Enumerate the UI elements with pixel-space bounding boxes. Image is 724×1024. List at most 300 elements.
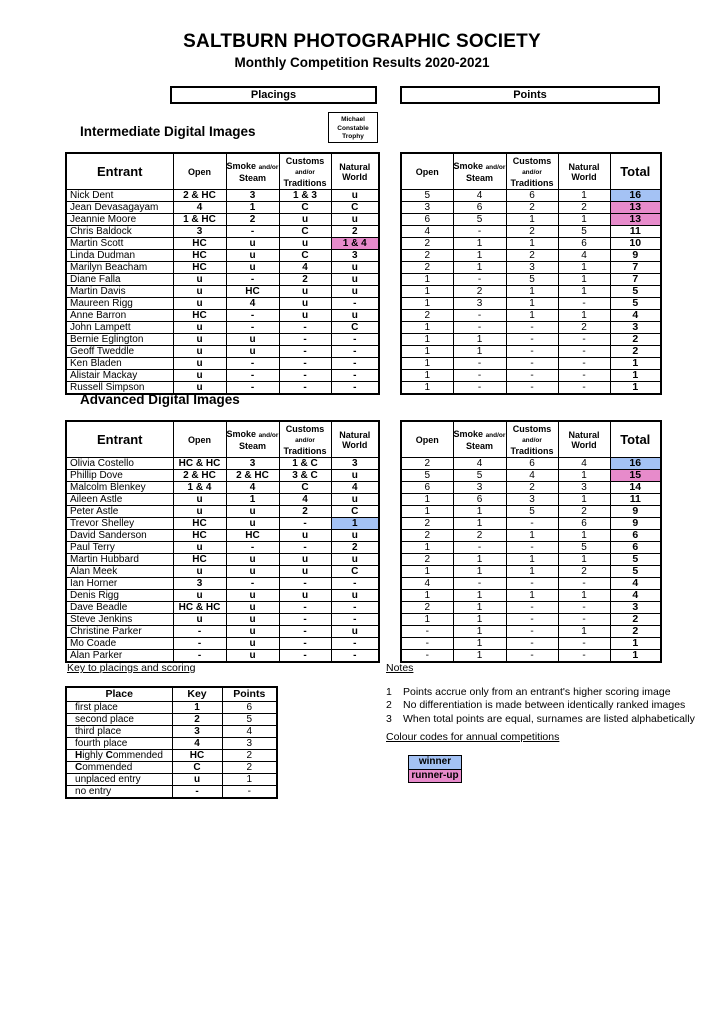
points-cell: - xyxy=(401,650,453,663)
table-row xyxy=(66,726,277,738)
placing-cell: u xyxy=(173,346,226,358)
points-cell: 2 xyxy=(401,554,453,566)
points-cell: 1 xyxy=(453,346,506,358)
page-title: SALTBURN PHOTOGRAPHIC SOCIETY xyxy=(183,31,541,52)
points-cell: 4 xyxy=(401,226,453,238)
points-cell: - xyxy=(506,334,558,346)
natural-column-header: Natural World xyxy=(331,153,379,190)
entrant-name-cell: Malcolm Blenkey xyxy=(66,482,173,494)
table-row xyxy=(66,274,379,286)
table-row xyxy=(66,202,379,214)
points-cell: 5 xyxy=(401,190,453,202)
points-cell: - xyxy=(453,226,506,238)
placing-cell: 4 xyxy=(279,494,331,506)
trophy-line-3: Trophy xyxy=(342,133,364,140)
total-cell: 5 xyxy=(610,298,661,310)
placing-cell: HC xyxy=(226,286,279,298)
placing-cell: 1 xyxy=(226,202,279,214)
placing-cell: u xyxy=(279,238,331,250)
table-row xyxy=(66,494,379,506)
table-row xyxy=(401,482,661,494)
points-cell: 6 xyxy=(453,202,506,214)
points-cell: - xyxy=(506,638,558,650)
points-cell: 2 xyxy=(558,566,610,578)
points-cell: 1 xyxy=(453,554,506,566)
open-column-header: Open xyxy=(401,153,453,190)
placing-cell: - xyxy=(279,602,331,614)
entrant-name-cell: Denis Rigg xyxy=(66,590,173,602)
header-row xyxy=(401,421,661,458)
natural-column-header: Natural World xyxy=(558,153,610,190)
points-cell: 3 xyxy=(453,298,506,310)
points-cell: 6 xyxy=(506,190,558,202)
points-cell: 5 xyxy=(453,214,506,226)
total-cell: 11 xyxy=(610,494,661,506)
table-row xyxy=(401,382,661,395)
points-cell: 1 xyxy=(453,602,506,614)
placing-cell: 3 xyxy=(226,458,279,470)
points-cell: 5 xyxy=(506,506,558,518)
points-cell: - xyxy=(453,578,506,590)
note-number: 3 xyxy=(386,712,392,725)
points-cell: 1 xyxy=(401,322,453,334)
total-cell: 6 xyxy=(610,530,661,542)
total-cell: 4 xyxy=(610,310,661,322)
placing-cell: - xyxy=(331,298,379,310)
points-cell: 4 xyxy=(558,250,610,262)
placing-cell: C xyxy=(331,566,379,578)
key-column-header: Place xyxy=(66,687,172,702)
table-row xyxy=(66,286,379,298)
points-cell: 1 xyxy=(558,214,610,226)
placing-cell: u xyxy=(173,334,226,346)
placings-section-label: Placings xyxy=(170,86,377,104)
placing-cell: u xyxy=(173,590,226,602)
natural-column-header: Natural World xyxy=(331,421,379,458)
table-row xyxy=(66,370,379,382)
points-cell: 4 xyxy=(222,726,277,738)
points-cell: - xyxy=(506,542,558,554)
placing-cell: u xyxy=(173,494,226,506)
points-cell: 6 xyxy=(558,518,610,530)
table-row xyxy=(401,518,661,530)
table-row xyxy=(401,542,661,554)
points-cell: - xyxy=(506,578,558,590)
points-cell: - xyxy=(506,322,558,334)
placing-cell: u xyxy=(226,614,279,626)
colour-codes-heading: Colour codes for annual competitions xyxy=(386,731,560,743)
key-cell: HC xyxy=(172,750,222,762)
points-cell: 2 xyxy=(401,310,453,322)
placing-cell: u xyxy=(331,214,379,226)
placing-cell: - xyxy=(331,346,379,358)
points-cell: 1 xyxy=(506,286,558,298)
entrant-name-cell: Bernie Eglington xyxy=(66,334,173,346)
points-cell: 6 xyxy=(453,494,506,506)
points-cell: 2 xyxy=(506,202,558,214)
placing-cell: 4 xyxy=(331,482,379,494)
points-cell: 1 xyxy=(401,286,453,298)
total-cell: 1 xyxy=(610,358,661,370)
table-row xyxy=(401,602,661,614)
entrant-name-cell: Martin Hubbard xyxy=(66,554,173,566)
placing-cell: u xyxy=(279,214,331,226)
points-cell: 4 xyxy=(401,578,453,590)
total-cell: 14 xyxy=(610,482,661,494)
table-row xyxy=(66,310,379,322)
table-row xyxy=(66,738,277,750)
total-cell: 7 xyxy=(610,262,661,274)
table-row xyxy=(401,334,661,346)
customs-column-header: Customs and/or Traditions xyxy=(506,153,558,190)
placing-cell: 2 xyxy=(279,274,331,286)
points-cell: 6 xyxy=(558,238,610,250)
key-heading: Key to placings and scoring xyxy=(67,662,196,674)
placing-cell: u xyxy=(331,310,379,322)
placing-cell: - xyxy=(331,578,379,590)
entrant-name-cell: John Lampett xyxy=(66,322,173,334)
points-cell: 5 xyxy=(222,714,277,726)
points-cell: 1 xyxy=(453,506,506,518)
points-cell: - xyxy=(506,614,558,626)
total-cell: 9 xyxy=(610,506,661,518)
note-item xyxy=(386,713,695,726)
table-row xyxy=(401,358,661,370)
place-cell: unplaced entry xyxy=(66,774,172,786)
table-row xyxy=(401,626,661,638)
placing-cell: - xyxy=(226,578,279,590)
smoke-column-header: Smoke and/or Steam xyxy=(453,421,506,458)
entrant-name-cell: Aileen Astle xyxy=(66,494,173,506)
points-cell: 1 xyxy=(506,310,558,322)
placing-cell: 1 xyxy=(226,494,279,506)
points-cell: 1 xyxy=(558,530,610,542)
points-cell: - xyxy=(558,382,610,395)
open-column-header: Open xyxy=(401,421,453,458)
table-row xyxy=(66,238,379,250)
table-row xyxy=(66,518,379,530)
placing-cell: 1 & C xyxy=(279,458,331,470)
placing-cell: u xyxy=(331,530,379,542)
placing-cell: u xyxy=(226,250,279,262)
placing-cell: u xyxy=(226,602,279,614)
placing-cell: u xyxy=(173,358,226,370)
place-cell: fourth place xyxy=(66,738,172,750)
points-cell: - xyxy=(506,626,558,638)
placing-cell: 2 xyxy=(331,542,379,554)
total-cell: 4 xyxy=(610,578,661,590)
total-cell: 2 xyxy=(610,626,661,638)
key-cell: u xyxy=(172,774,222,786)
table-row xyxy=(401,650,661,663)
entrant-name-cell: Mo Coade xyxy=(66,638,173,650)
points-cell: 3 xyxy=(222,738,277,750)
placing-cell: - xyxy=(173,626,226,638)
table-row xyxy=(66,638,379,650)
total-cell: 3 xyxy=(610,602,661,614)
placing-cell: - xyxy=(331,358,379,370)
table-row xyxy=(401,274,661,286)
table-row xyxy=(401,286,661,298)
table-row xyxy=(401,458,661,470)
header-row xyxy=(66,687,277,702)
placing-cell: 4 xyxy=(226,482,279,494)
points-cell: - xyxy=(453,358,506,370)
placing-cell: - xyxy=(226,542,279,554)
points-cell: 4 xyxy=(506,470,558,482)
total-cell: 2 xyxy=(610,334,661,346)
placing-cell: u xyxy=(331,590,379,602)
table-row xyxy=(66,530,379,542)
placing-cell: 2 xyxy=(279,506,331,518)
points-cell: - xyxy=(506,358,558,370)
points-cell: - xyxy=(453,382,506,395)
table-row xyxy=(66,750,277,762)
entrant-name-cell: Ken Bladen xyxy=(66,358,173,370)
entrant-column-header: Entrant xyxy=(66,153,173,190)
key-cell: C xyxy=(172,762,222,774)
points-cell: - xyxy=(558,650,610,663)
note-item xyxy=(386,699,695,712)
placing-cell: u xyxy=(173,322,226,334)
place-cell: Commended xyxy=(66,762,172,774)
table-row xyxy=(401,578,661,590)
placing-cell: 4 xyxy=(226,298,279,310)
key-cell: - xyxy=(172,786,222,799)
placing-cell: u xyxy=(331,470,379,482)
table-row xyxy=(66,298,379,310)
table-row xyxy=(401,262,661,274)
entrant-name-cell: Russell Simpson xyxy=(66,382,173,395)
placing-cell: u xyxy=(226,638,279,650)
placing-cell: HC & HC xyxy=(173,602,226,614)
entrant-name-cell: David Sanderson xyxy=(66,530,173,542)
placing-cell: u xyxy=(279,298,331,310)
points-cell: 4 xyxy=(453,190,506,202)
table-row xyxy=(401,614,661,626)
table-row xyxy=(401,310,661,322)
points-cell: 1 xyxy=(222,774,277,786)
total-cell: 6 xyxy=(610,542,661,554)
entrant-column-header: Entrant xyxy=(66,421,173,458)
placing-cell: - xyxy=(279,322,331,334)
points-cell: 1 xyxy=(453,566,506,578)
runner-up-legend-cell: runner-up xyxy=(409,769,461,783)
placing-cell: C xyxy=(279,482,331,494)
points-cell: 1 xyxy=(558,274,610,286)
notes-list xyxy=(386,686,695,726)
placing-cell: C xyxy=(331,506,379,518)
placing-cell: - xyxy=(279,626,331,638)
table-row xyxy=(401,554,661,566)
entrant-name-cell: Jean Devasagayam xyxy=(66,202,173,214)
placing-cell: C xyxy=(279,250,331,262)
placing-cell: HC xyxy=(173,518,226,530)
placing-cell: C xyxy=(279,226,331,238)
entrant-name-cell: Jeannie Moore xyxy=(66,214,173,226)
placing-cell: u xyxy=(279,530,331,542)
points-cell: 2 xyxy=(401,530,453,542)
points-cell: 2 xyxy=(453,530,506,542)
entrant-name-cell: Nick Dent xyxy=(66,190,173,202)
entrant-name-cell: Peter Astle xyxy=(66,506,173,518)
points-cell: 2 xyxy=(401,602,453,614)
points-cell: 3 xyxy=(506,262,558,274)
entrant-name-cell: Alan Meek xyxy=(66,566,173,578)
placing-cell: - xyxy=(279,358,331,370)
points-cell: - xyxy=(453,322,506,334)
placing-cell: u xyxy=(279,554,331,566)
points-cell: - xyxy=(558,638,610,650)
placing-cell: - xyxy=(226,226,279,238)
entrant-name-cell: Trevor Shelley xyxy=(66,518,173,530)
points-cell: 3 xyxy=(401,202,453,214)
points-cell: 2 xyxy=(506,226,558,238)
points-cell: 2 xyxy=(453,286,506,298)
table-row xyxy=(401,370,661,382)
table-row xyxy=(66,566,379,578)
entrant-name-cell: Chris Baldock xyxy=(66,226,173,238)
total-cell: 4 xyxy=(610,590,661,602)
placing-cell: HC xyxy=(173,262,226,274)
points-cell: - xyxy=(558,358,610,370)
points-cell: 1 xyxy=(453,518,506,530)
table-row xyxy=(66,322,379,334)
placing-cell: 3 xyxy=(226,190,279,202)
points-cell: 1 xyxy=(401,370,453,382)
placing-cell: u xyxy=(279,310,331,322)
placing-cell: - xyxy=(226,310,279,322)
placing-cell: C xyxy=(331,202,379,214)
trophy-line-2: Constable xyxy=(337,124,369,132)
placing-cell: u xyxy=(226,238,279,250)
points-cell: 1 xyxy=(401,346,453,358)
points-cell: 1 xyxy=(558,494,610,506)
placing-cell: - xyxy=(279,382,331,395)
points-cell: - xyxy=(506,602,558,614)
placing-cell: u xyxy=(331,274,379,286)
points-cell: 1 xyxy=(453,614,506,626)
table-row xyxy=(66,358,379,370)
note-number: 2 xyxy=(386,699,392,712)
entrant-name-cell: Martin Scott xyxy=(66,238,173,250)
entrant-name-cell: Martin Davis xyxy=(66,286,173,298)
trophy-line-1: Michael xyxy=(341,116,365,123)
points-cell: - xyxy=(222,786,277,799)
placing-cell: 2 & HC xyxy=(226,470,279,482)
table-row xyxy=(66,554,379,566)
placing-cell: - xyxy=(279,578,331,590)
points-cell: - xyxy=(506,346,558,358)
page-subtitle: Monthly Competition Results 2020-2021 xyxy=(234,55,490,70)
points-cell: 1 xyxy=(558,286,610,298)
table-row xyxy=(66,762,277,774)
placing-cell: 2 xyxy=(226,214,279,226)
intermediate-section-title: Intermediate Digital Images xyxy=(80,124,256,139)
points-cell: - xyxy=(453,310,506,322)
points-cell: 5 xyxy=(506,274,558,286)
table-row xyxy=(401,494,661,506)
total-cell: 10 xyxy=(610,238,661,250)
points-cell: - xyxy=(401,638,453,650)
placing-cell: C xyxy=(331,322,379,334)
points-cell: 2 xyxy=(401,250,453,262)
points-cell: - xyxy=(506,650,558,663)
placing-cell: u xyxy=(173,370,226,382)
points-cell: - xyxy=(506,518,558,530)
points-cell: 1 xyxy=(506,238,558,250)
points-cell: 3 xyxy=(453,482,506,494)
total-cell: 2 xyxy=(610,346,661,358)
total-cell: 16 xyxy=(610,458,661,470)
points-cell: - xyxy=(506,382,558,395)
placing-cell: u xyxy=(226,650,279,663)
table-row xyxy=(66,626,379,638)
entrant-name-cell: Olivia Costello xyxy=(66,458,173,470)
table-row xyxy=(66,346,379,358)
advanced-section-title: Advanced Digital Images xyxy=(80,392,240,407)
note-text: Points accrue only from an entrant's higher scoring image xyxy=(403,686,671,698)
points-cell: 1 xyxy=(558,626,610,638)
placing-cell: - xyxy=(331,382,379,395)
points-cell: 3 xyxy=(558,482,610,494)
table-row xyxy=(401,530,661,542)
entrant-name-cell: Alistair Mackay xyxy=(66,370,173,382)
key-cell: 2 xyxy=(172,714,222,726)
points-cell: 1 xyxy=(558,190,610,202)
table-row xyxy=(401,202,661,214)
table-row xyxy=(401,238,661,250)
entrant-name-cell: Linda Dudman xyxy=(66,250,173,262)
placing-cell: u xyxy=(173,506,226,518)
placing-cell: u xyxy=(226,626,279,638)
placing-cell: u xyxy=(226,566,279,578)
placing-cell: u xyxy=(173,298,226,310)
points-cell: 1 xyxy=(558,310,610,322)
customs-column-header: Customs and/or Traditions xyxy=(506,421,558,458)
placing-cell: - xyxy=(279,518,331,530)
points-cell: 4 xyxy=(558,458,610,470)
points-cell: 5 xyxy=(401,470,453,482)
table-row xyxy=(66,250,379,262)
points-cell: - xyxy=(558,334,610,346)
points-cell: - xyxy=(558,578,610,590)
placing-cell: - xyxy=(279,542,331,554)
placing-cell: - xyxy=(226,322,279,334)
key-cell: 4 xyxy=(172,738,222,750)
placing-cell: 1 & 4 xyxy=(173,482,226,494)
points-cell: 1 xyxy=(401,358,453,370)
total-cell: 7 xyxy=(610,274,661,286)
total-cell: 1 xyxy=(610,638,661,650)
points-cell: 1 xyxy=(453,638,506,650)
table-row xyxy=(401,226,661,238)
key-cell: 1 xyxy=(172,702,222,714)
natural-column-header: Natural World xyxy=(558,421,610,458)
points-grid xyxy=(400,152,662,395)
placing-cell: 4 xyxy=(279,262,331,274)
header-row xyxy=(401,153,661,190)
michael-constable-trophy-label xyxy=(328,112,378,143)
placing-cell: u xyxy=(226,346,279,358)
table-row xyxy=(66,614,379,626)
intermediate-placings-table xyxy=(65,152,380,395)
points-cell: 2 xyxy=(506,250,558,262)
table-row xyxy=(401,470,661,482)
points-cell: 1 xyxy=(401,334,453,346)
points-cell: 6 xyxy=(401,482,453,494)
points-cell: 2 xyxy=(558,506,610,518)
